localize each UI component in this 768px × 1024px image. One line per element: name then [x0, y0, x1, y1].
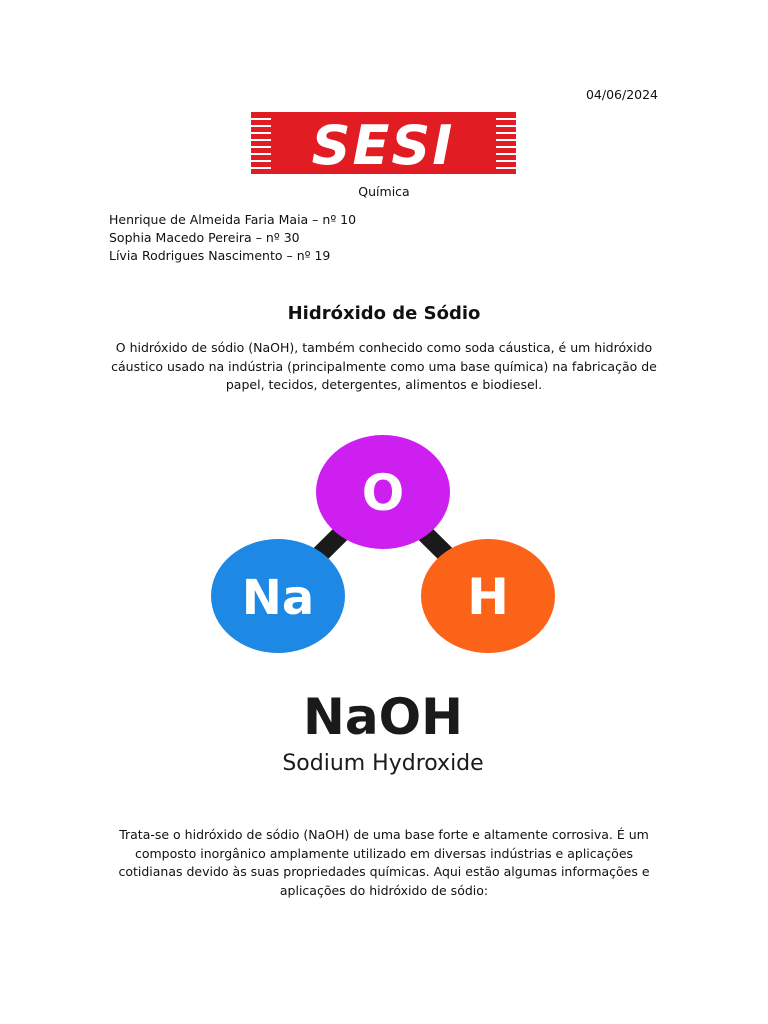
document-title: Hidróxido de Sódio: [287, 303, 481, 324]
sesi-logo: [251, 112, 516, 174]
hydrogen-symbol: H: [467, 568, 509, 626]
author-list: [109, 211, 356, 265]
molecule-name: Sodium Hydroxide: [282, 751, 484, 776]
author-2: Sophia Macedo Pereira – nº 30: [109, 230, 300, 245]
sodium-symbol: Na: [241, 570, 315, 626]
author-3: Lívia Rodrigues Nascimento – nº 19: [109, 248, 331, 263]
author-1: Henrique de Almeida Faria Maia – nº 10: [109, 212, 357, 227]
svg-text:SESI: SESI: [311, 114, 455, 174]
oxygen-symbol: O: [361, 464, 405, 522]
intro-paragraph: O hidróxido de sódio (NaOH), também conhecido como soda cáustica, é um hidróxido cáustico usado na indústria (principalmente como uma base química) na fabricação de papel, tecidos, detergentes, alimentos e biodiesel.: [111, 340, 657, 392]
document-date: 04/06/2024: [585, 87, 658, 102]
subject-label: Química: [358, 184, 410, 199]
molecule-formula: NaOH: [303, 688, 463, 746]
body-paragraph: Trata-se o hidróxido de sódio (NaOH) de uma base forte e altamente corrosiva. É um composto inorgânico amplamente utilizado em diversas indústrias e aplicações cotidianas devido às suas propriedades químicas. Aqui estão algumas informações e aplicações do hidróxido de sódio:: [118, 827, 650, 898]
naoh-molecule-figure: [196, 428, 576, 788]
